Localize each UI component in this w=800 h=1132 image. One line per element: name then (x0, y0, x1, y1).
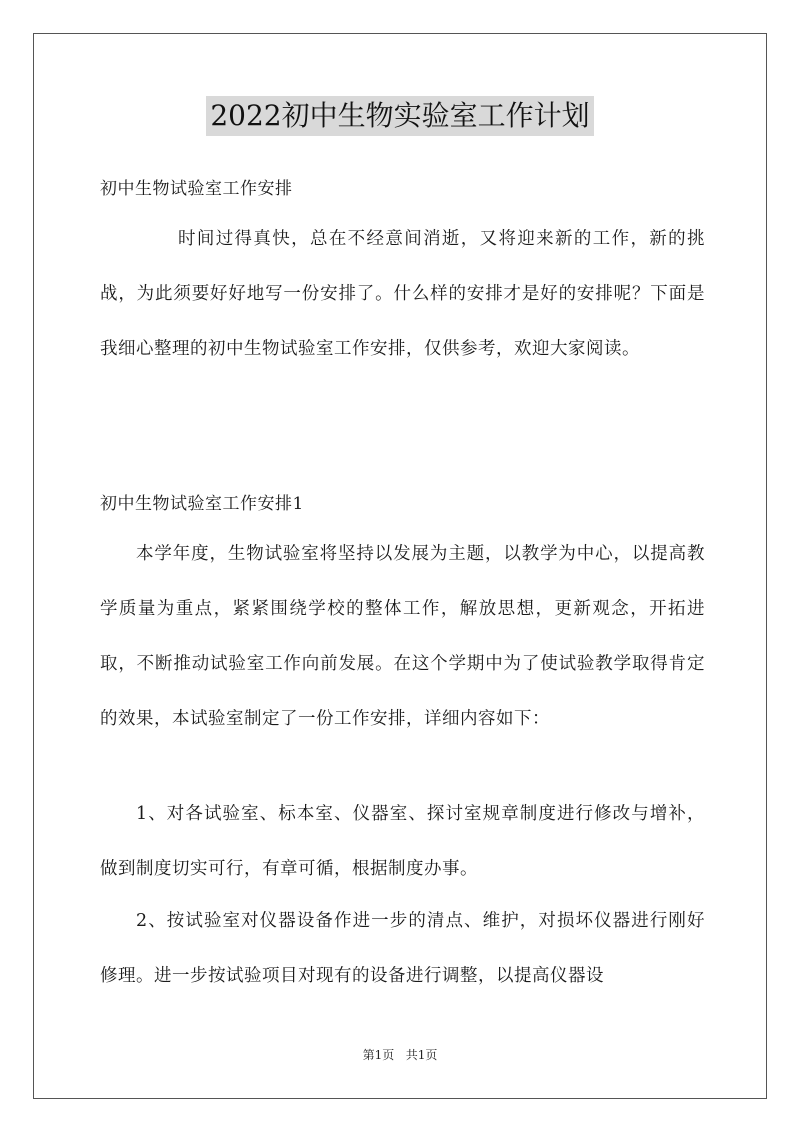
page-footer (0, 1047, 800, 1063)
document-title: 2022初中生物实验室工作计划 (206, 96, 593, 136)
title-container (0, 96, 800, 136)
section-paragraph: 本学年度，生物试验室将坚持以发展为主题，以教学为中心，以提高教学质量为重点，紧紧围绕学校的整体工作，解放思想，更新观念，开拓进取，不断推动试验室工作向前发展。在这个学期中为了使试验教学取得肯定的效果，本试验室制定了一份工作安排，详细内容如下： (100, 544, 705, 729)
list-item-1: 1、对各试验室、标本室、仪器室、探讨室规章制度进行修改与增补，做到制度切实可行，有章可循，根据制度办事。 (100, 804, 705, 879)
intro-paragraph: 时间过得真快，总在不经意间消逝，又将迎来新的工作，新的挑战，为此须要好好地写一份安排了。什么样的安排才是好的安排呢？下面是我细心整理的初中生物试验室工作安排，仅供参考，欢迎大家阅读。 (100, 229, 705, 359)
document-subtitle: 初中生物试验室工作安排 (100, 179, 293, 199)
page-number: 第1页 (362, 1048, 395, 1062)
page-total: 共1页 (405, 1048, 438, 1062)
list-item-2: 2、按试验室对仪器设备作进一步的清点、维护，对损坏仪器进行刚好修理。进一步按试验项目对现有的设备进行调整，以提高仪器设 (100, 911, 705, 986)
section-heading: 初中生物试验室工作安排1 (100, 494, 304, 514)
